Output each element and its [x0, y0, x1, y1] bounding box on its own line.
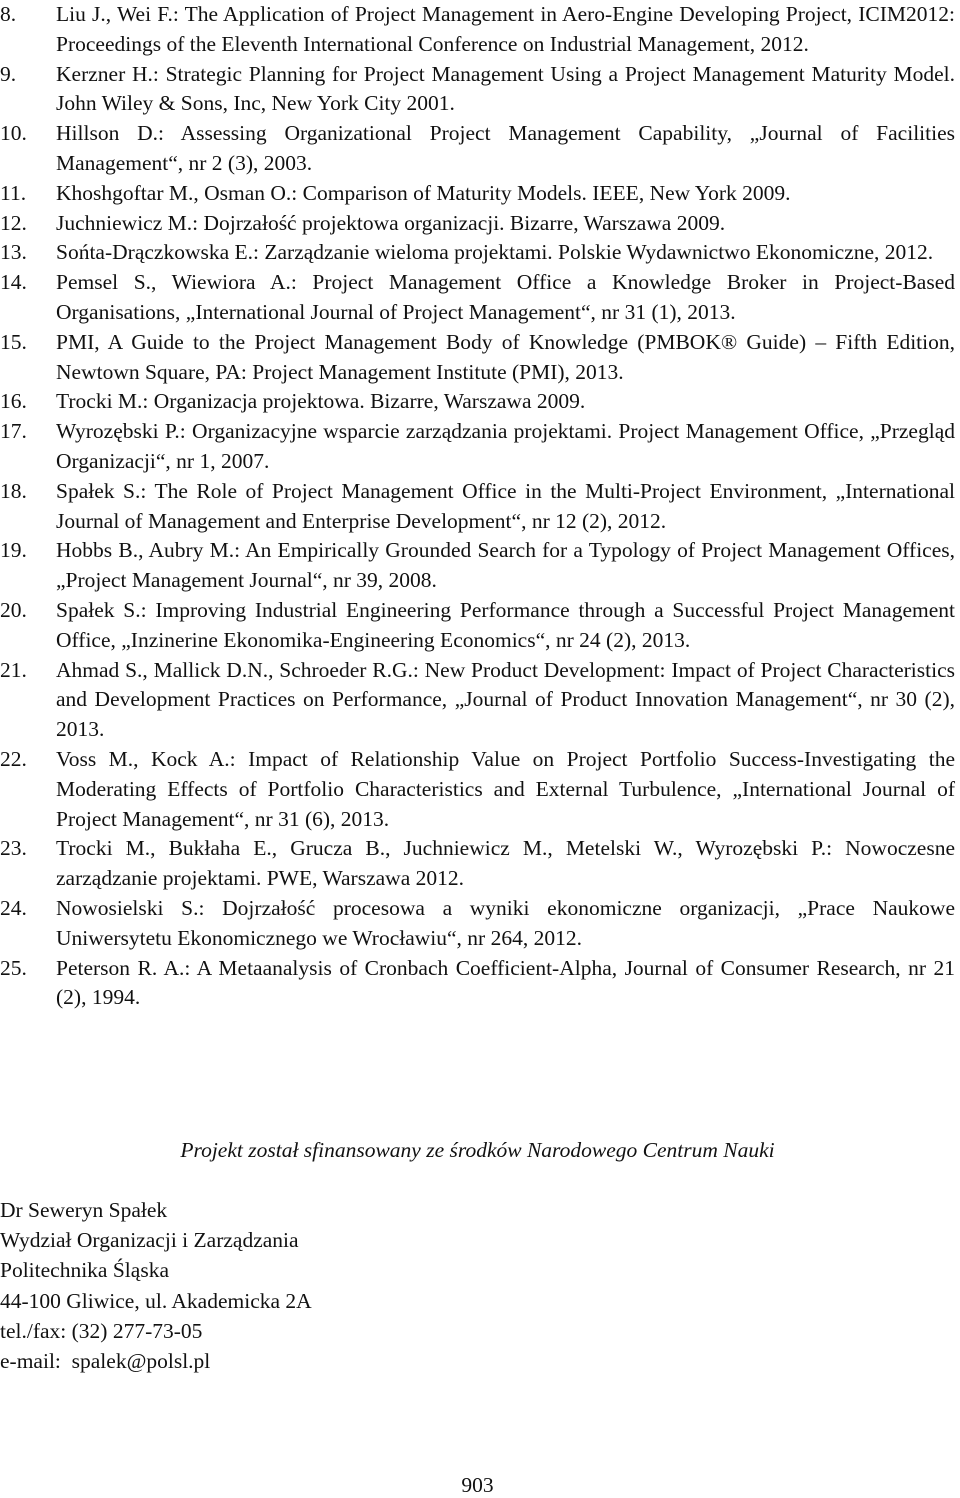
reference-item: [0, 656, 955, 745]
reference-text: Liu J., Wei F.: The Application of Project Management in Aero-Engine Developing Project, ICIM2012: Proceedings of the Eleventh International Conference on Industrial Management, 2012.: [56, 2, 955, 56]
reference-text: Spałek S.: The Role of Project Management Office in the Multi-Project Environment, „International Journal of Management and Enterprise Development“, nr 12 (2), 2012.: [56, 478, 955, 533]
reference-number: 10.: [0, 121, 27, 146]
reference-text: Hillson D.: Assessing Organizational Project Management Capability, „Journal of Facilities Management“, nr 2 (3), 2003.: [56, 121, 955, 175]
reference-number: 8.: [0, 2, 17, 26]
reference-text: Hobbs B., Aubry M.: An Empirically Grounded Search for a Typology of Project Management Offices, „Project Management Journal“, nr 39, 2008.: [56, 538, 955, 593]
author-phone: tel./fax: (32) 277-73-05: [0, 1318, 203, 1343]
reference-text: PMI, A Guide to the Project Management Body of Knowledge (PMBOK® Guide) – Fifth Edition, Newtown Square, PA: Project Management Institute (PMI), 2013.: [56, 329, 955, 384]
reference-text: Wyrozębski P.: Organizacyjne wsparcie zarządzania projektami. Project Management Office, „Przegląd Organizacji“, nr 1, 2007.: [56, 419, 955, 473]
reference-text: Peterson R. A.: A Metaanalysis of Cronbach Coefficient-Alpha, Journal of Consumer Research, nr 21 (2), 1994.: [56, 955, 955, 1010]
author-university: Politechnika Śląska: [0, 1258, 169, 1283]
reference-item: [0, 417, 955, 477]
reference-item: [0, 954, 955, 1014]
author-address: 44-100 Gliwice, ul. Akademicka 2A: [0, 1288, 312, 1313]
reference-item: [0, 745, 955, 834]
page-number: 903: [461, 1473, 494, 1497]
reference-text: Sońta-Drączkowska E.: Zarządzanie wieloma projektami. Polskie Wydawnictwo Ekonomiczne, 2012.: [56, 240, 934, 265]
reference-text: Kerzner H.: Strategic Planning for Project Management Using a Project Management Maturity Model. John Wiley & Sons, Inc, New York City 2001.: [56, 61, 955, 116]
reference-item: [0, 60, 955, 120]
reference-number: 12.: [0, 210, 27, 235]
reference-text: Nowosielski S.: Dojrzałość procesowa a wyniki ekonomiczne organizacji, „Prace Naukowe Uniwersytetu Ekonomicznego we Wrocławiu“, nr 264, 2012.: [56, 895, 955, 950]
reference-number: 11.: [0, 180, 27, 205]
reference-number: 9.: [0, 61, 17, 86]
reference-number: 16.: [0, 389, 27, 414]
reference-number: 24.: [0, 895, 27, 920]
reference-number: 23.: [0, 836, 27, 861]
reference-number: 15.: [0, 329, 27, 354]
funding-note: Projekt został sfinansowany ze środków Narodowego Centrum Nauki: [180, 1138, 775, 1162]
reference-text: Ahmad S., Mallick D.N., Schroeder R.G.: New Product Development: Impact of Project Characteristics and Development Practices on Performance, „Journal of Product Innovation Management“, nr 30 (2), 2013.: [56, 657, 955, 742]
reference-item: [0, 834, 955, 894]
reference-number: 14.: [0, 270, 27, 295]
reference-text: Spałek S.: Improving Industrial Engineering Performance through a Successful Project Management Office, „Inzinerine Ekonomika-Engineering Economics“, nr 24 (2), 2013.: [56, 597, 955, 652]
reference-item: [0, 179, 955, 209]
reference-item: [0, 0, 955, 60]
reference-item: [0, 328, 955, 388]
reference-item: [0, 894, 955, 954]
reference-item: [0, 536, 955, 596]
reference-number: 25.: [0, 955, 27, 980]
reference-item: [0, 268, 955, 328]
author-info: [0, 1195, 312, 1376]
reference-number: 17.: [0, 419, 27, 444]
reference-number: 19.: [0, 538, 27, 563]
reference-item: [0, 387, 955, 417]
reference-number: 22.: [0, 746, 27, 771]
reference-text: Trocki M., Bukłaha E., Grucza B., Juchniewicz M., Metelski W., Wyrozębski P.: Nowoczesne zarządzanie projektami. PWE, Warszawa 2012.: [56, 836, 955, 891]
reference-item: [0, 596, 955, 656]
reference-item: [0, 119, 955, 179]
reference-number: 18.: [0, 478, 27, 503]
reference-text: Voss M., Kock A.: Impact of Relationship Value on Project Portfolio Success-Investigating the Moderating Effects of Portfolio Characteristics and External Turbulence, „International Journal of Project Management“, nr 31 (6), 2013.: [56, 746, 955, 831]
reference-item: [0, 209, 955, 239]
author-email: e-mail: spalek@polsl.pl: [0, 1349, 211, 1374]
author-department: Wydział Organizacji i Zarządzania: [0, 1228, 299, 1253]
author-name: Dr Seweryn Spałek: [0, 1198, 168, 1222]
reference-text: Khoshgoftar M., Osman O.: Comparison of Maturity Models. IEEE, New York 2009.: [56, 180, 791, 205]
reference-text: Pemsel S., Wiewiora A.: Project Management Office a Knowledge Broker in Project-Based Organisations, „International Journal of Project Management“, nr 31 (1), 2013.: [56, 270, 955, 324]
reference-item: [0, 238, 955, 268]
reference-number: 13.: [0, 240, 27, 265]
reference-text: Trocki M.: Organizacja projektowa. Bizarre, Warszawa 2009.: [56, 389, 586, 414]
reference-number: 21.: [0, 657, 27, 682]
reference-text: Juchniewicz M.: Dojrzałość projektowa organizacji. Bizarre, Warszawa 2009.: [56, 210, 726, 235]
reference-item: [0, 477, 955, 537]
reference-number: 20.: [0, 597, 27, 622]
